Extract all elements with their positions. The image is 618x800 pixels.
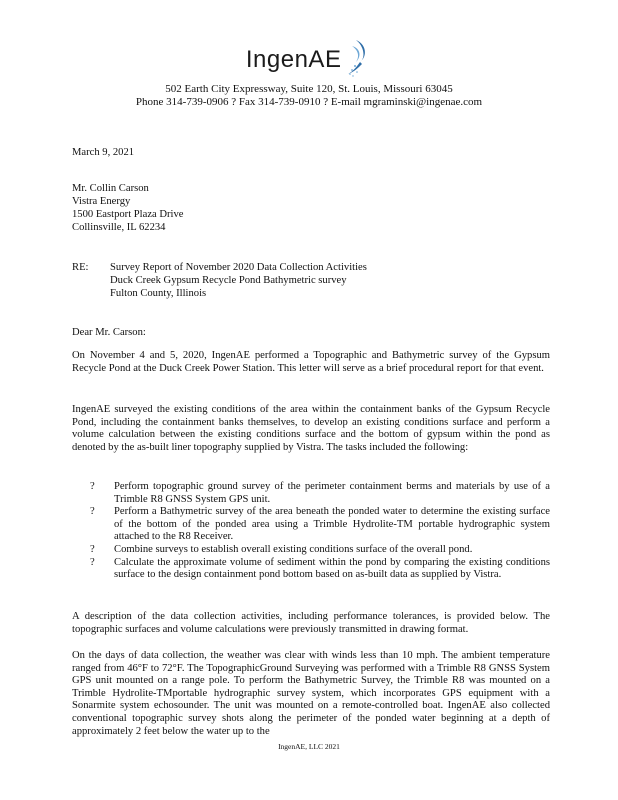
salutation: Dear Mr. Carson: [72,327,146,338]
list-item [90,544,550,557]
list-item [90,506,550,544]
letter-date: March 9, 2021 [72,147,135,158]
task-list [90,481,550,582]
re-label: RE: [72,262,89,273]
company-logo-text: IngenAE [245,46,342,73]
letterhead-logo [0,36,618,85]
letterhead-address [0,83,618,109]
list-item [90,557,550,582]
re-line-1: Survey Report of November 2020 Data Collection Activities [110,262,367,273]
globe-logo-icon [346,36,372,85]
re-line-2: Duck Creek Gypsum Recycle Pond Bathymetric survey [110,275,347,286]
list-item [90,481,550,506]
recipient-name: Mr. Collin Carson [72,183,149,194]
task-text: Perform topographic ground survey of the perimeter containment berms and materials by use of a Trimble R8 GNSS System GPS unit. [114,481,550,505]
bullet-glyph: ? [90,543,95,555]
address-line: 502 Earth City Expressway, Suite 120, St. Louis, Missouri 63045 [165,83,453,95]
contact-line: Phone 314-739-0906 ? Fax 314-739-0910 ? E-mail mgraminski@ingenae.com [135,96,483,108]
recipient-city: Collinsville, IL 62234 [72,222,166,233]
task-text: Combine surveys to establish overall existing conditions surface of the overall pond. [114,543,473,555]
bullet-glyph: ? [90,506,95,518]
recipient-street: 1500 Eastport Plaza Drive [72,209,184,220]
page-footer: IngenAE, LLC 2021 [278,742,340,751]
re-line-3: Fulton County, Illinois [110,288,207,299]
recipient-address [72,183,550,235]
task-text: Perform a Bathymetric survey of the area beneath the ponded water to determine the existing surface of the bottom of the ponded area using a Trimble Hydrolite-TM portable hydrographic system attached to the R8 Receiver. [114,506,550,543]
paragraph-intro: On November 4 and 5, 2020, IngenAE performed a Topographic and Bathymetric survey of the Gypsum Recycle Pond at the Duck Creek Power Station. This letter will serve as a brief procedural report for that event. [72,350,550,374]
recipient-company: Vistra Energy [72,196,131,207]
paragraph-data-collection: On the days of data collection, the weather was clear with winds less than 10 mph. The ambient temperature ranged from 46°F to 72°F. The TopographicGround Surveying was performed with a Trimble R8 GNSS System GPS unit mounted on a range pole. To perform the Bathymetric Survey, the Trimble R8 was mounted on a Trimble Hydrolite-TMportable hydrographic survey system, which incorporates GPS equipment with a Sonarmite system echosounder. The unit was mounted on a remote-controlled boat. IngenAE also collected conventional topographic survey shots along the perimeter of the ponded water beginning at a depth of approximately 2 feet below the water up to the [72,650,550,737]
paragraph-scope: IngenAE surveyed the existing conditions of the area within the containment banks of the Gypsum Recycle Pond, including the containment banks themselves, to develop an existing conditions surface and perform a volume calculation between the existing conditions surface and the bottom of gypsum within the pond as denoted by the as-built liner topography supplied by Vistra. The tasks included the following: [72,404,550,453]
bullet-glyph: ? [90,481,95,492]
paragraph-description: A description of the data collection activities, including performance tolerances, is provided below. The topographic surfaces and volume calculations were previously transmitted in drawing format. [72,611,550,635]
bullet-glyph: ? [90,556,95,568]
task-text: Calculate the approximate volume of sediment within the pond by comparing the existing conditions surface to the design containment pond bottom based on as-built data as supplied by Vistra. [114,556,550,581]
